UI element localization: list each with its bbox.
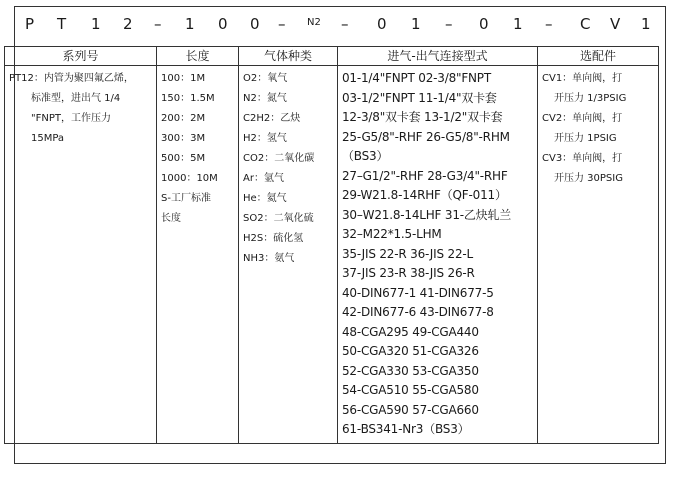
length-option: 200：2M — [161, 113, 206, 124]
gas-option: N2：氮气 — [243, 93, 287, 104]
connection-option: 52-CGA330 53-CGA350 — [342, 363, 479, 378]
series-text: 15MPa — [31, 133, 65, 144]
length-option: 500：5M — [161, 153, 206, 164]
code-char: – — [154, 15, 162, 33]
connection-cell — [338, 66, 538, 444]
series-text: "FNPT，工作压力 — [31, 113, 111, 124]
series-cell — [5, 66, 157, 444]
option-text: 开压力 1/3PSIG — [554, 93, 627, 104]
gas-cell — [239, 66, 338, 444]
connection-option: 25-G5/8"-RHF 26-G5/8"-RHM — [342, 129, 510, 144]
connection-option: 12-3/8"双卡套 13-1/2"双卡套 — [342, 110, 503, 124]
code-char: T — [57, 15, 67, 33]
length-option: 300：3M — [161, 133, 206, 144]
gas-option: O2：氧气 — [243, 73, 288, 84]
code-char: 0 — [218, 15, 228, 33]
option-text: CV2：单向阀，打 — [542, 113, 623, 124]
options-cell — [538, 66, 659, 444]
length-option: S-工厂标准 — [161, 193, 211, 204]
length-option: 150：1.5M — [161, 93, 215, 104]
gas-option: He：氦气 — [243, 193, 287, 204]
connection-option: 42-DIN677-6 43-DIN677-8 — [342, 305, 494, 319]
code-char: 1 — [513, 15, 523, 33]
code-char: C — [580, 15, 591, 33]
connection-option: 40-DIN677-1 41-DIN677-5 — [342, 285, 494, 300]
gas-option: C2H2：乙炔 — [243, 113, 301, 124]
code-char: 1 — [185, 15, 195, 33]
option-text: 开压力 1PSIG — [554, 133, 617, 144]
code-char: – — [278, 15, 286, 33]
connection-option: 35-JIS 22-R 36-JIS 22-L — [342, 246, 473, 261]
code-char: 0 — [250, 15, 260, 33]
code-char: 1 — [91, 15, 101, 33]
gas-option: NH3：氨气 — [243, 253, 295, 264]
connection-option: 54-CGA510 55-CGA580 — [342, 383, 479, 397]
header-series: 系列号 — [5, 47, 157, 66]
connection-option: 48-CGA295 49-CGA440 — [342, 324, 479, 339]
table-header-row — [5, 47, 659, 66]
gas-option: CO2：二氧化碳 — [243, 153, 315, 164]
option-text: CV1：单向阀，打 — [542, 73, 623, 84]
connection-option: 03-1/2"FNPT 11-1/4"双卡套 — [342, 90, 497, 105]
code-char: 0 — [479, 15, 489, 33]
code-char: 1 — [411, 15, 421, 33]
connection-option: 27–G1/2"-RHF 28-G3/4"-RHF — [342, 168, 508, 183]
connection-option: 29-W21.8-14RHF（QF-011） — [342, 188, 507, 202]
connection-option: 37-JIS 23-R 38-JIS 26-R — [342, 266, 475, 280]
code-char: P — [25, 15, 35, 33]
model-code-row — [15, 7, 665, 47]
option-text: 开压力 30PSIG — [554, 173, 623, 184]
header-options: 选配件 — [538, 47, 659, 66]
spec-table — [4, 46, 659, 444]
connection-option: 50-CGA320 51-CGA326 — [342, 344, 479, 358]
length-option: 100：1M — [161, 73, 206, 84]
connection-option: （BS3） — [342, 149, 389, 163]
gas-option: H2S：硫化氢 — [243, 233, 304, 244]
connection-option: 32–M22*1.5-LHM — [342, 227, 442, 241]
code-char: – — [341, 15, 349, 33]
code-char: – — [545, 15, 553, 33]
table-row — [5, 66, 659, 444]
code-char: N2 — [307, 17, 321, 28]
connection-option: 56-CGA590 57-CGA660 — [342, 402, 479, 417]
header-length: 长度 — [157, 47, 239, 66]
gas-option: SO2：二氧化硫 — [243, 213, 314, 224]
header-gas: 气体种类 — [239, 47, 338, 66]
length-cell — [157, 66, 239, 444]
length-option: 长度 — [161, 213, 181, 224]
code-char: V — [610, 15, 621, 33]
length-option: 1000：10M — [161, 173, 218, 184]
header-connection: 进气-出气连接型式 — [338, 47, 538, 66]
connection-option: 01-1/4"FNPT 02-3/8"FNPT — [342, 71, 491, 85]
gas-option: Ar：氩气 — [243, 173, 284, 184]
code-char: 1 — [641, 15, 651, 33]
option-text: CV3：单向阀，打 — [542, 153, 623, 164]
series-text: 标准型，进出气 1/4 — [31, 93, 121, 104]
code-char: 2 — [123, 15, 133, 33]
series-text: PT12：内管为聚四氟乙烯， — [9, 73, 134, 84]
gas-option: H2：氢气 — [243, 133, 287, 144]
connection-option: 61-BS341-Nr3（BS3） — [342, 422, 470, 436]
code-char: 0 — [377, 15, 387, 33]
code-char: – — [445, 15, 453, 33]
connection-option: 30–W21.8-14LHF 31-乙炔轧兰 — [342, 207, 512, 222]
